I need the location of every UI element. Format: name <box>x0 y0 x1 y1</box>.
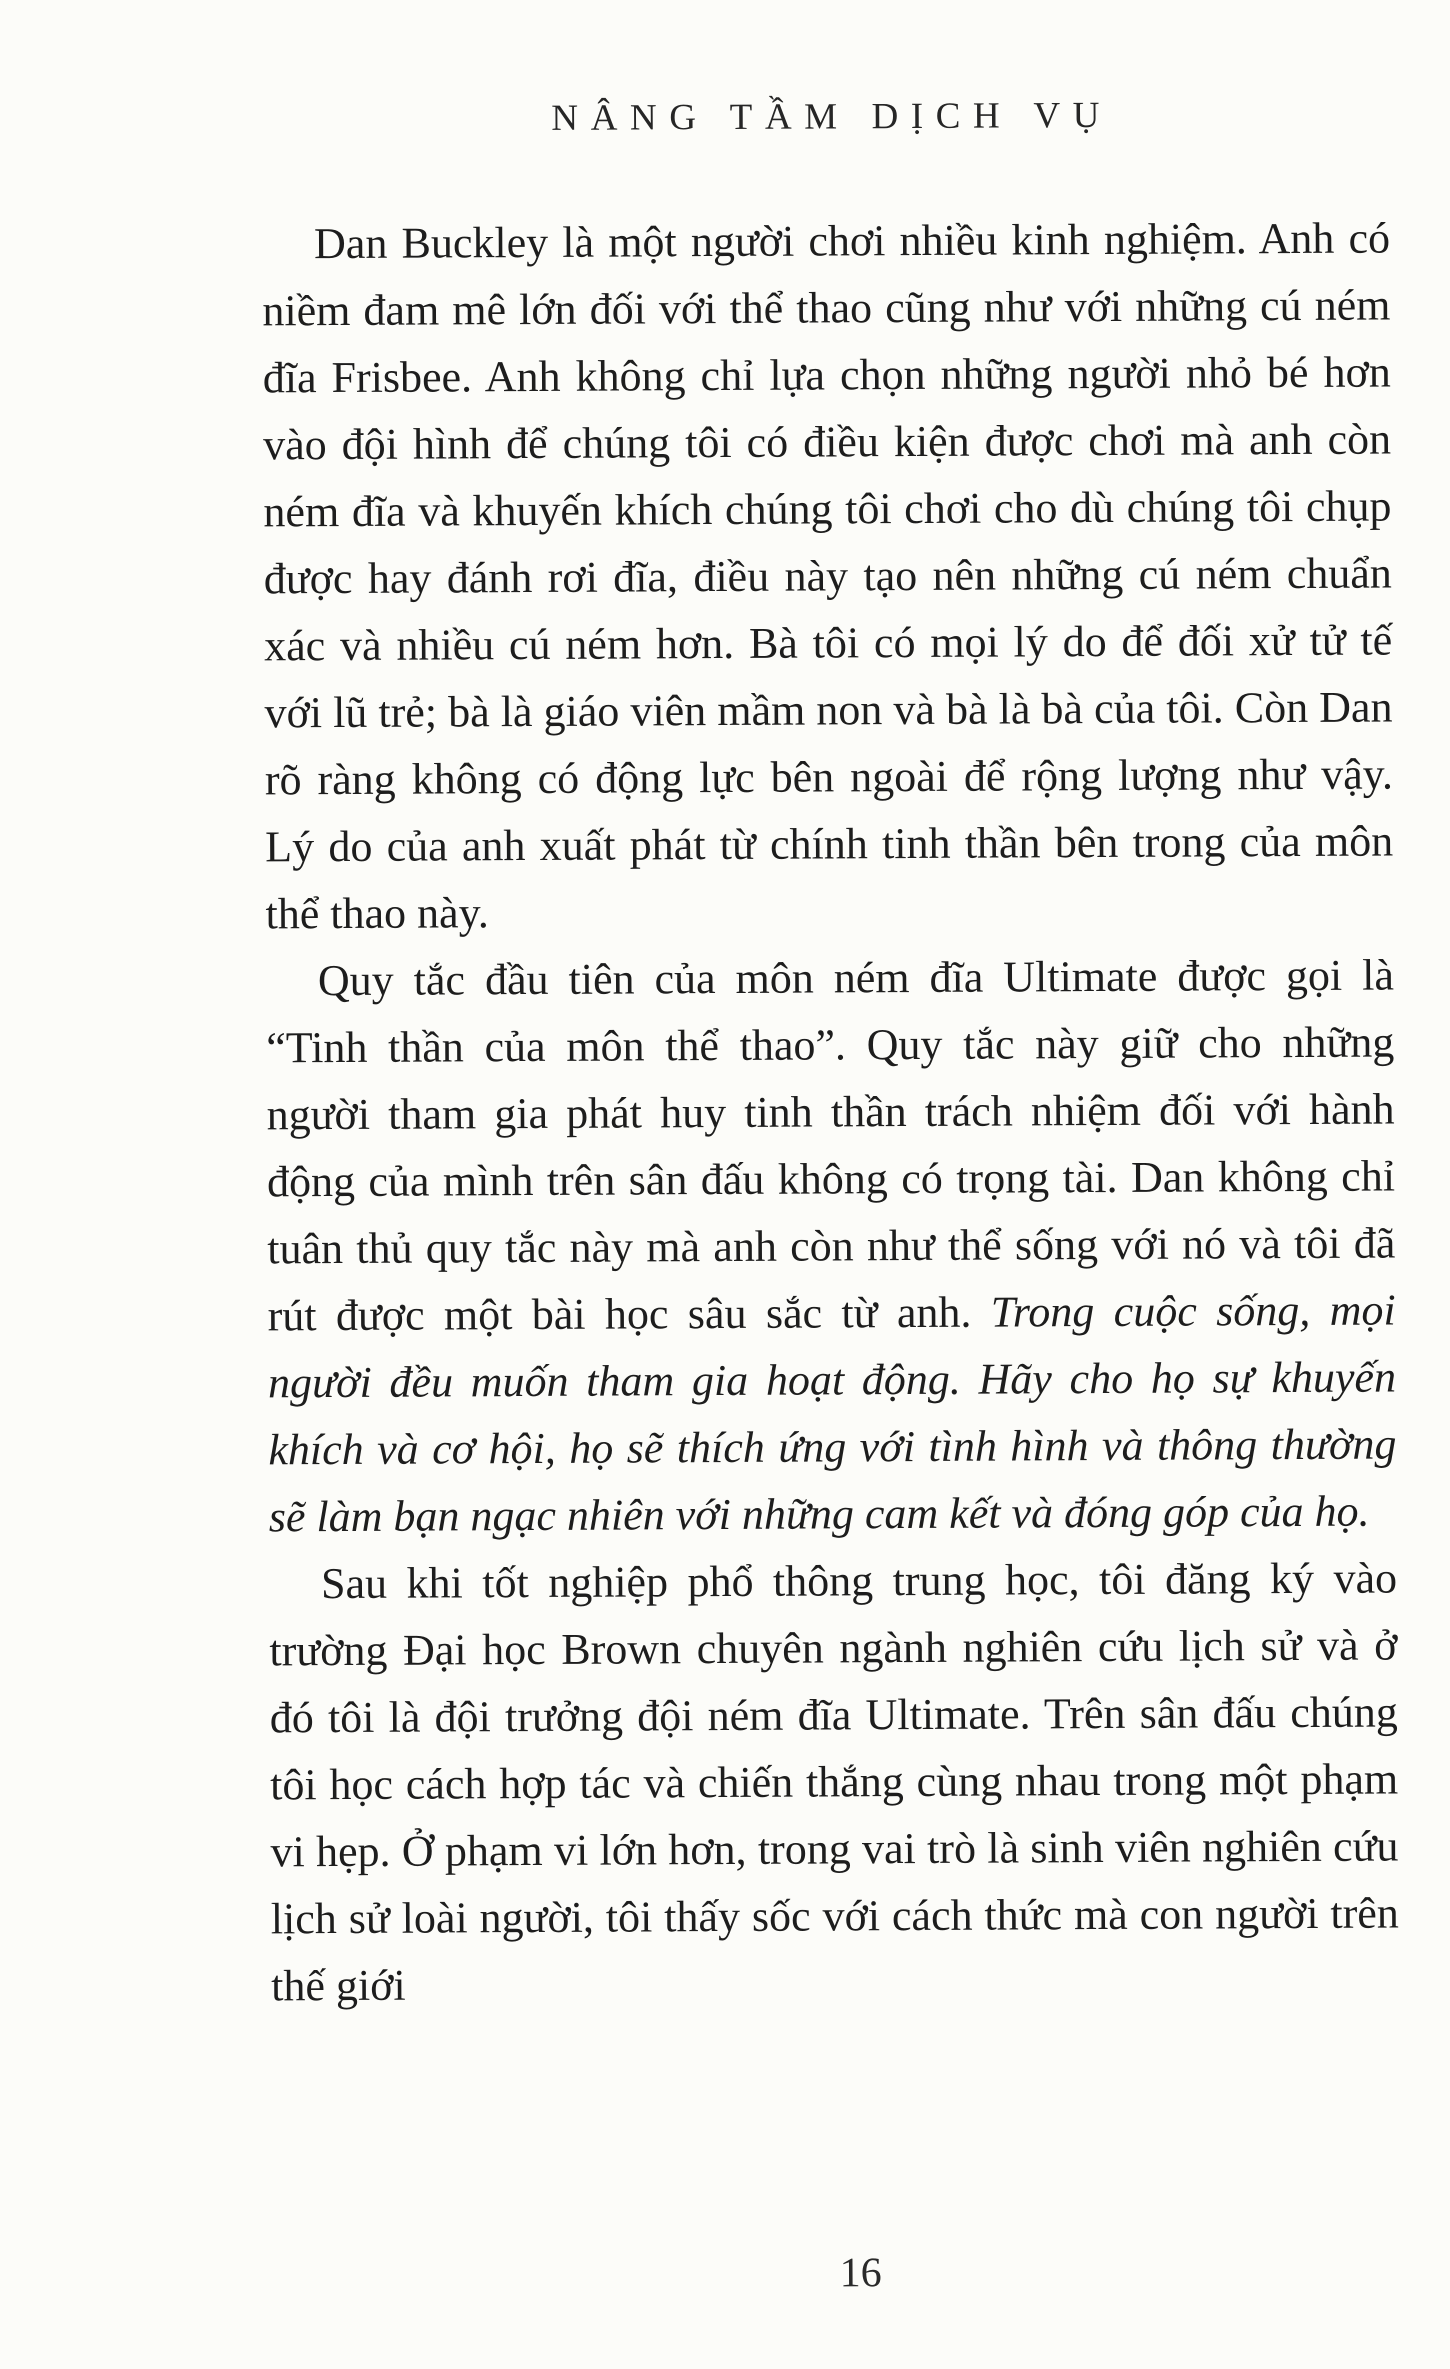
text-segment: Quy tắc đầu tiên của môn ném đĩa Ultimate được gọi là “Tinh thần của môn thể thao”. Quy tắc này giữ cho những người tham gia phát huy tinh thần trách nhiệm đối với hành động của mình trên sân đấu không có trọng tài. Dan không chỉ tuân thủ quy tắc này mà anh còn như thể sống với nó và tôi đã rút được một bài học sâu sắc từ anh. <box>266 950 1396 1341</box>
text-segment: Sau khi tốt nghiệp phổ thông trung học, tôi đăng ký vào trường Đại học Brown chuyên ngành nghiên cứu lịch sử và ở đó tôi là đội trưởng đội ném đĩa Ultimate. Trên sân đấu chúng tôi học cách hợp tác và chiến thắng cùng nhau trong một phạm vi hẹp. Ở phạm vi lớn hơn, trong vai trò là sinh viên nghiên cứu lịch sử loài người, tôi thấy sốc với cách thức mà con người trên thế giới <box>269 1553 1399 2011</box>
paragraph <box>266 941 1397 1550</box>
paragraph <box>269 1544 1399 2019</box>
page-body <box>262 205 1399 2020</box>
paragraph <box>262 205 1394 948</box>
text-segment: Dan Buckley là một người chơi nhiều kinh nghiệm. Anh có niềm đam mê lớn đối với thể thao cũng như với những cú ném đĩa Frisbee. Anh không chỉ lựa chọn những người nhỏ bé hơn vào đội hình để chúng tôi có điều kiện được chơi mà anh còn ném đĩa và khuyến khích chúng tôi chơi cho dù chúng tôi chụp được hay đánh rơi đĩa, điều này tạo nên những cú ném chuẩn xác và nhiều cú ném hơn. Bà tôi có mọi lý do để đối xử tử tế với lũ trẻ; bà là giáo viên mầm non và bà là bà của tôi. Còn Dan rõ ràng không có động lực bên ngoài để rộng lượng như vậy. Lý do của anh xuất phát từ chính tinh thần bên trong của môn thể thao này. <box>262 213 1394 939</box>
italic-quote: Trong cuộc sống, mọi người đều muốn tham gia hoạt động. Hãy cho họ sự khuyến khích và cơ hội, họ sẽ thích ứng với tình hình và thông thường sẽ làm bạn ngạc nhiên với những cam kết và đóng góp của họ. <box>267 1285 1397 1542</box>
page-number: 16 <box>839 2250 882 2297</box>
running-head: NÂNG TẦM DỊCH VỤ <box>551 94 1113 139</box>
